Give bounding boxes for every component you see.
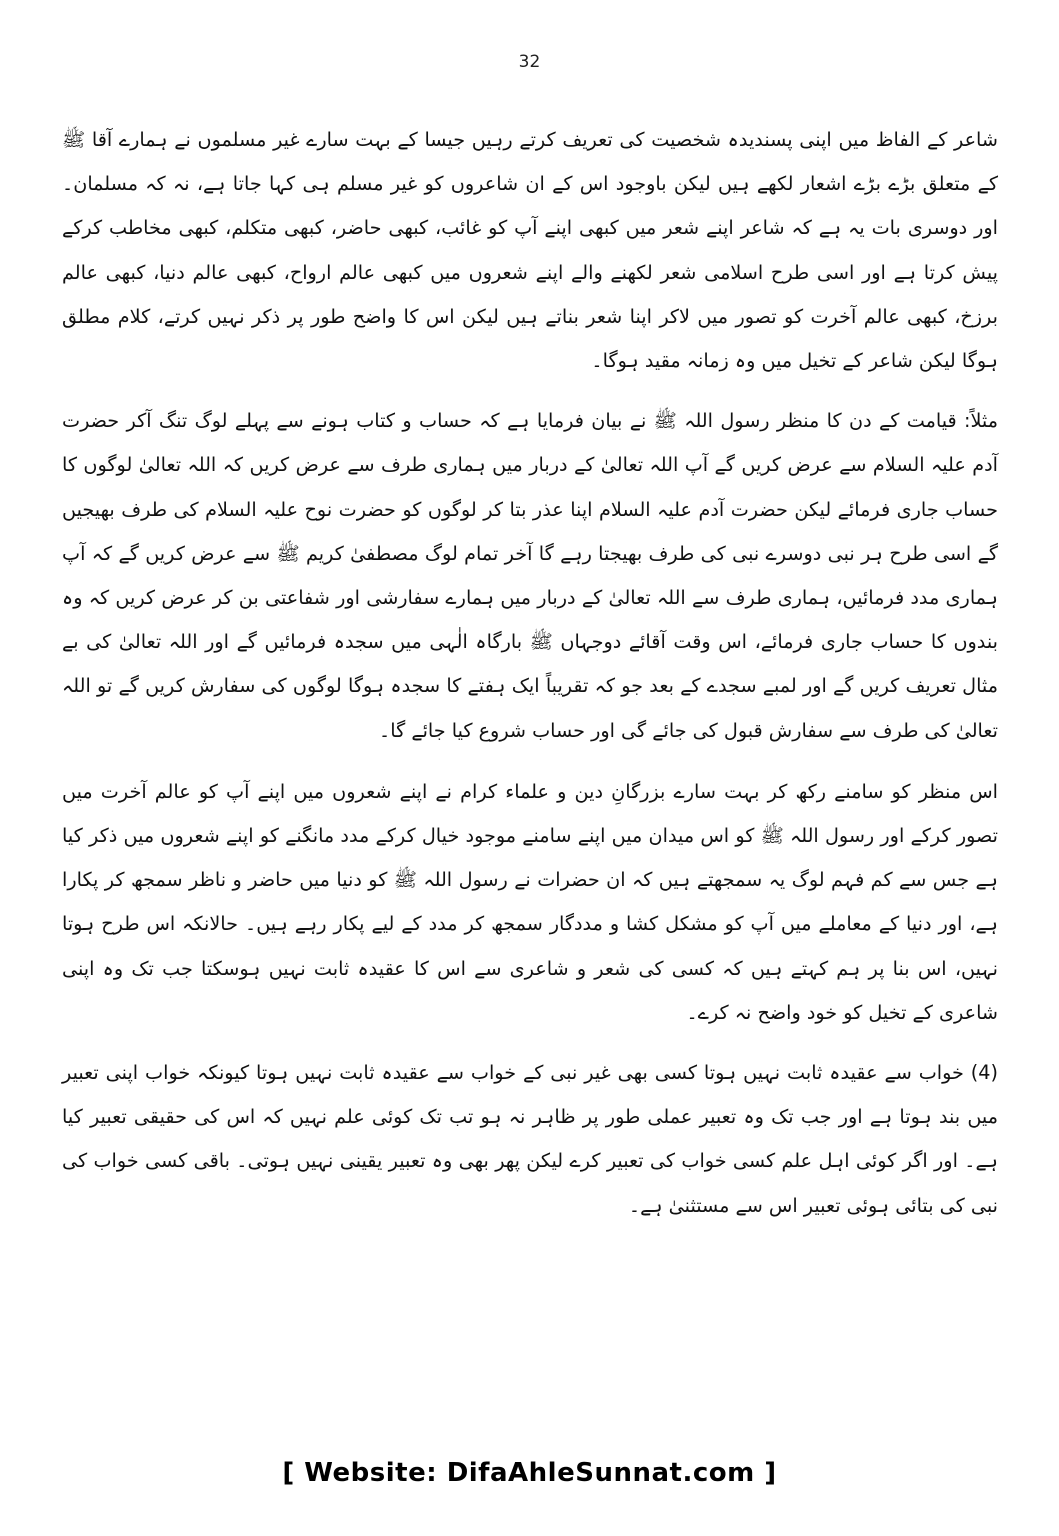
paragraph-poetry-imagination: شاعر کے الفاظ میں اپنی پسندیدہ شخصیت کی تعریف کرتے رہیں جیسا کے بہت سارے غیر مسلموں نے ہمارے آقا ﷺ کے متعلق بڑے بڑے اشعار لکھے ہیں لیکن باوجود اس کے ان شاعروں کو غیر مسلم ہی کہا جاتا ہے، نہ کہ مسلمان۔ اور دوسری بات یہ ہے کہ شاعر اپنے شعر میں کبھی اپنے آپ کو غائب، کبھی حاضر، کبھی متکلم، کبھی مخاطب کرکے پیش کرتا ہے اور اسی طرح اسلامی شعر لکھنے والے اپنے شعروں میں کبھی عالم ارواح، کبھی عالم دنیا، کبھی عالم برزخ، کبھی عالم آخرت کو تصور میں لاکر اپنا شعر بناتے ہیں لیکن اس کا واضح طور پر ذکر نہیں کرتے، کلام مطلق ہوگا لیکن شاعر کے تخیل میں وہ زمانہ مقید ہوگا۔ xyxy=(62,128,998,373)
page-number: 32 xyxy=(518,52,541,72)
paragraph-poets-imagining-scene: اس منظر کو سامنے رکھ کر بہت سارے بزرگانِ دین و علماء کرام نے اپنے شعروں میں اپنے آپ کو عالم آخرت میں تصور کرکے اور رسول اللہ ﷺ کو اس میدان میں اپنے سامنے موجود خیال کرکے مدد مانگنے کو اپنے شعروں میں ذکر کیا ہے جس سے کم فہم لوگ یہ سمجھتے ہیں کہ ان حضرات نے رسول اللہ ﷺ کو دنیا میں حاضر و ناظر سمجھ کر پکارا ہے، اور دنیا کے معاملے میں آپ کو مشکل کشا و مددگار سمجھ کر مدد کے لیے پکار رہے ہیں۔ حالانکہ اس طرح ہوتا نہیں، اس بنا پر ہم کہتے ہیں کہ کسی کی شعر و شاعری سے اس کا عقیدہ ثابت نہیں ہوسکتا جب تک وہ اپنی شاعری کے تخیل کو خود واضح نہ کرے۔ xyxy=(62,779,998,1024)
paragraph-judgment-day-example: مثلاً: قیامت کے دن کا منظر رسول اللہ ﷺ نے بیان فرمایا ہے کہ حساب و کتاب ہونے سے پہلے لوگ تنگ آکر حضرت آدم علیہ السلام سے عرض کریں گے آپ اللہ تعالیٰ کے دربار میں ہماری طرف سے عرض کریں کہ اللہ تعالیٰ لوگوں کا حساب جاری فرمائے لیکن حضرت آدم علیہ السلام اپنا عذر بتا کر لوگوں کو حضرت نوح علیہ السلام کی طرف بھیجیں گے اسی طرح ہر نبی دوسرے نبی کی طرف بھیجتا رہے گا آخر تمام لوگ مصطفیٰ کریم ﷺ سے عرض کریں گے کہ آپ ہماری مدد فرمائیں، ہماری طرف سے اللہ تعالیٰ کے دربار میں ہمارے سفارشی اور شفاعتی بن کر عرض کریں کہ وہ بندوں کا حساب جاری فرمائے، اس وقت آقائے دوجہاں ﷺ بارگاہ الٰہی میں سجدہ فرمائیں گے اور اللہ تعالیٰ کی بے مثال تعریف کریں گے اور لمبے سجدے کے بعد جو کہ تقریباً ایک ہفتے کا سجدہ ہوگا لوگوں کی سفارش کریں گے تو اللہ تعالیٰ کی طرف سے سفارش قبول کی جائے گی اور حساب شروع کیا جائے گا۔ xyxy=(62,409,998,742)
page-body xyxy=(62,118,998,1228)
paragraph-dream-not-proof: (4) خواب سے عقیدہ ثابت نہیں ہوتا کسی بھی غیر نبی کے خواب سے عقیدہ ثابت نہیں ہوتا کیونکہ خواب اپنی تعبیر میں بند ہوتا ہے اور جب تک وہ تعبیر عملی طور پر ظاہر نہ ہو تب تک کوئی علم نہیں کہ اس کی حقیقی تعبیر کیا ہے۔ اور اگر کوئی اہل علم کسی خواب کی تعبیر کرے لیکن پھر بھی وہ تعبیر یقینی نہیں ہوتی۔ باقی کسی خواب کی نبی کی بتائی ہوئی تعبیر اس سے مستثنیٰ ہے۔ xyxy=(62,1061,998,1217)
website-footer: [ Website: DifaAhleSunnat.com ] xyxy=(282,1458,777,1488)
